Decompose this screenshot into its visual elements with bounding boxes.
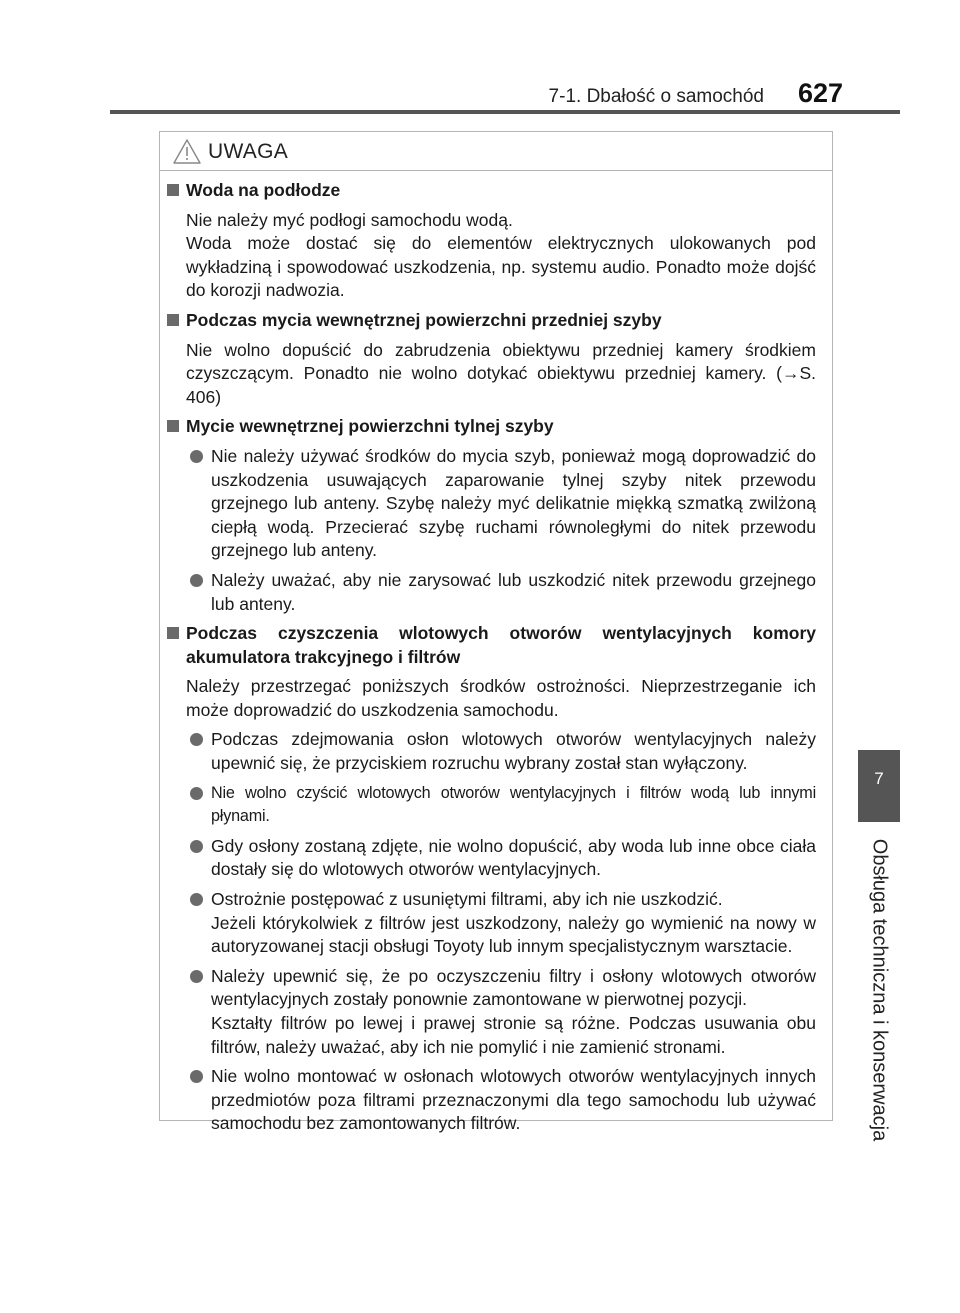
warning-content bbox=[167, 179, 816, 1142]
bullet-item: Należy uważać, aby nie zarysować lub uszkodzić nitek przewodu grzejnego lub anteny. bbox=[167, 569, 816, 616]
bullet-item: Nie wolno czyścić wlotowych otworów wentylacyjnych i filtrów wodą lub innymi płynami. bbox=[167, 782, 816, 829]
warning-box bbox=[159, 131, 833, 1134]
chapter-number: 7 bbox=[874, 769, 884, 788]
paragraph-line: Nie należy myć podłogi samochodu wodą. bbox=[186, 209, 513, 230]
page-header bbox=[0, 0, 960, 120]
item-heading: Podczas mycia wewnętrznej powierzchni przedniej szyby bbox=[167, 309, 816, 333]
header-rule bbox=[110, 110, 900, 114]
item-paragraph: Należy przestrzegać poniższych środków ostrożności. Nieprzestrzeganie ich może doprowadzić do uszkodzenia samochodu. bbox=[186, 676, 816, 720]
bullet-line: Ostrożnie postępować z usuniętymi filtrami, aby ich nie uszkodzić. bbox=[211, 889, 723, 910]
warning-triangle-icon bbox=[172, 138, 202, 165]
bullet-line: Kształty filtrów po lewej i prawej stronie są różne. Podczas usuwania obu filtrów, należy uważać, aby ich nie pomylić i nie zamienić stronami. bbox=[211, 1013, 816, 1057]
bullet-item: Nie należy używać środków do mycia szyb, ponieważ mogą doprowadzić do uszkodzenia usuwających zaparowanie tylnej szyby nitek przewodu grzejnego lub anteny. Szybę należy myć delikatnie miękką szmatką zwilżoną ciepłą wodą. Przecierać szybę ruchami równoległymi do nitek przewodu grzejnego lub anteny. bbox=[167, 445, 816, 563]
paragraph-line: Woda może dostać się do elementów elektrycznych ulokowanych pod wykładziną i spowodować uszkodzenia, np. systemu audio. Ponadto może dojść do korozji nadwozia. bbox=[186, 233, 816, 301]
bullet-item: Gdy osłony zostaną zdjęte, nie wolno dopuścić, aby woda lub inne obce ciała dostały się do wlotowych otworów wentylacyjnych. bbox=[167, 835, 816, 882]
bullet-item bbox=[167, 965, 816, 1059]
bullet-item: Nie wolno montować w osłonach wlotowych otworów wentylacyjnych innych przedmiotów poza filtrami przeznaczonymi dla tego samochodu lub używać samochodu bez zamontowanych filtrów. bbox=[167, 1065, 816, 1136]
warning-item bbox=[167, 309, 816, 409]
warning-item bbox=[167, 179, 816, 303]
item-heading: Mycie wewnętrznej powierzchni tylnej szyby bbox=[167, 415, 816, 439]
warning-header bbox=[160, 132, 832, 171]
bullet-line: Należy upewnić się, że po oczyszczeniu filtry i osłony wlotowych otworów wentylacyjnych zostały ponownie zamontowane w pierwotnej pozycji. bbox=[211, 965, 816, 1010]
bullet-item bbox=[167, 888, 816, 959]
warning-item bbox=[167, 415, 816, 616]
warning-item bbox=[167, 622, 816, 1136]
page-number: 627 bbox=[798, 78, 844, 108]
chapter-tab bbox=[858, 750, 900, 822]
item-paragraph bbox=[167, 209, 816, 303]
chapter-label: Obsługa techniczna i konserwacja bbox=[868, 838, 891, 1142]
section-title: 7-1. Dbałość o samochód bbox=[548, 86, 764, 107]
item-heading: Woda na podłodze bbox=[167, 179, 816, 203]
item-paragraph: Nie wolno dopuścić do zabrudzenia obiektywu przedniej kamery środkiem czyszczącym. Ponadto nie wolno dotykać obiektywu przedniej kamery. (→S. 406) bbox=[186, 339, 816, 407]
warning-title: UWAGA bbox=[208, 140, 289, 163]
bullet-item: Podczas zdejmowania osłon wlotowych otworów wentylacyjnych należy upewnić się, że przyciskiem rozruchu wybrany został stan wyłączony. bbox=[167, 728, 816, 775]
bullet-line: Jeżeli którykolwiek z filtrów jest uszkodzony, należy go wymienić na nowy w autoryzowanej stacji obsługi Toyoty lub innym specjalistycznym warsztacie. bbox=[211, 912, 816, 957]
item-heading: Podczas czyszczenia wlotowych otworów wentylacyjnych komory akumulatora trakcyjnego i filtrów bbox=[167, 622, 816, 669]
